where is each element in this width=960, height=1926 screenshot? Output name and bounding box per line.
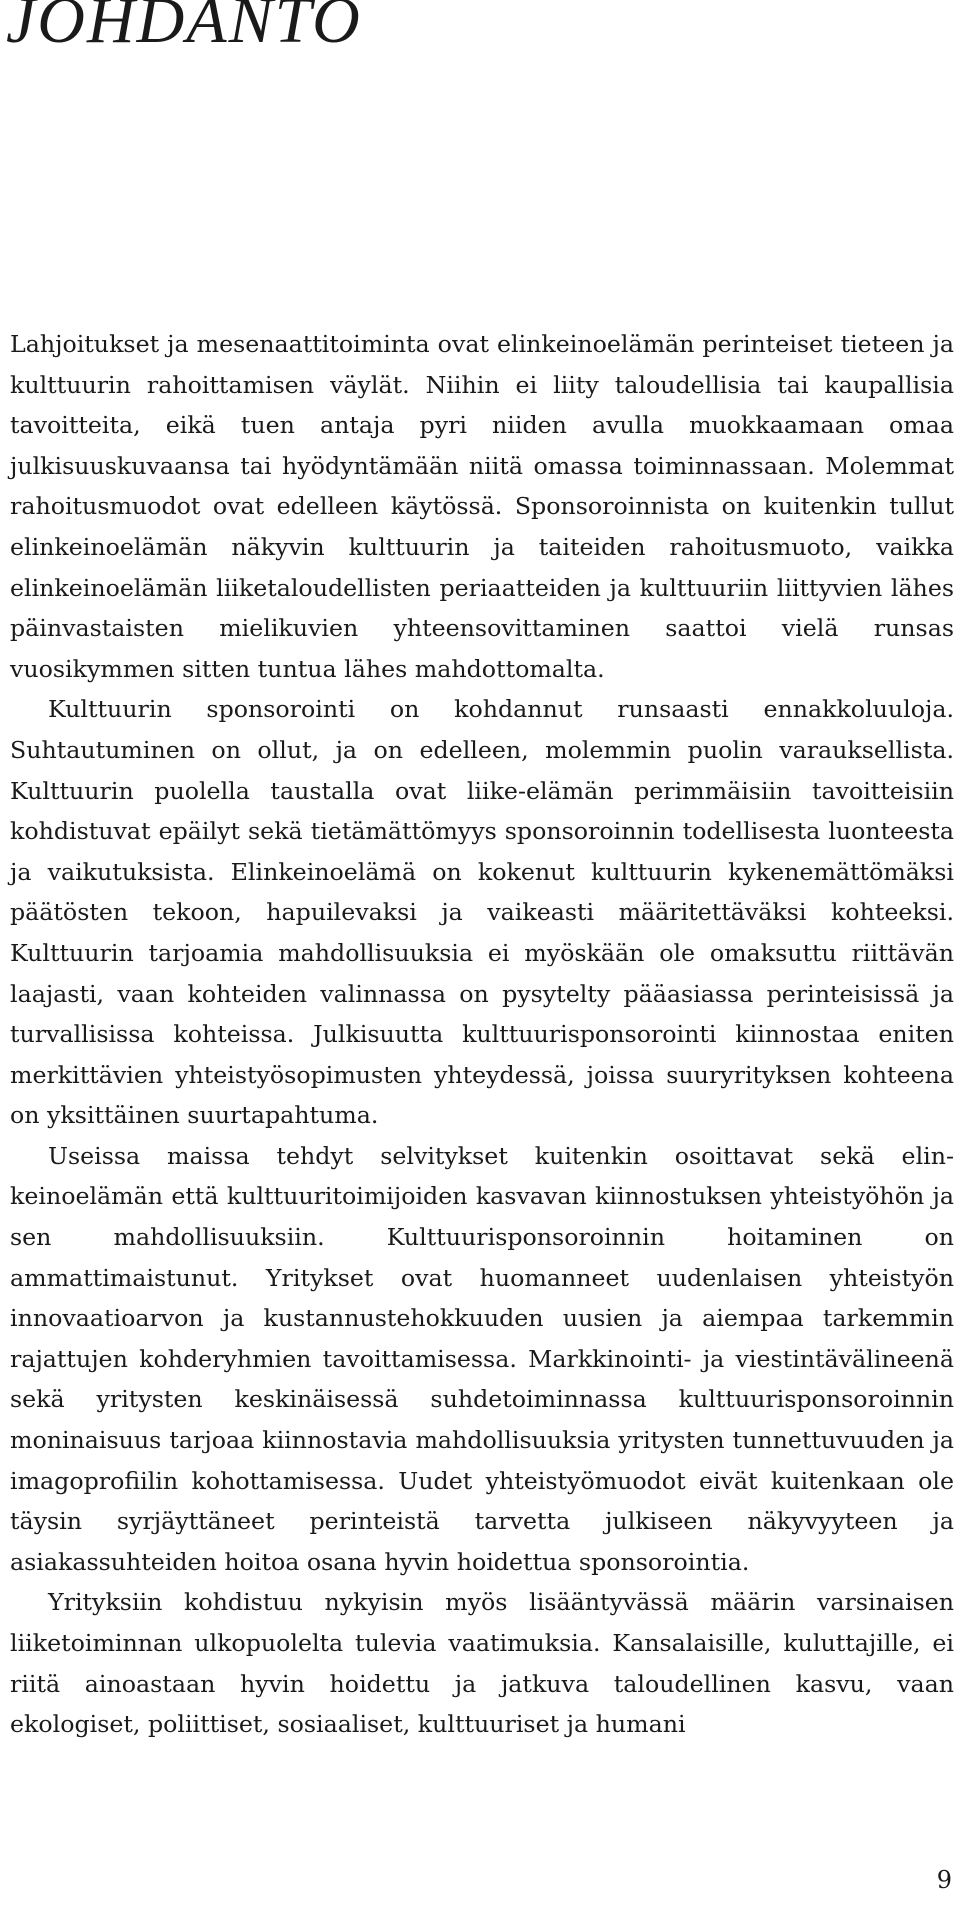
paragraph: Lahjoitukset ja mesenaattitoiminta ovat elinkeinoelämän perinteiset tieteen ja kulttuurin rahoittamisen väylät. Niihin ei liity taloudellisia tai kaupallisia tavoitteita, eikä tuen antaja pyri niiden avulla muokkaamaan omaa julkisuuskuvaansa tai hyödyntämään niitä omassa toiminnassaan. Molemmat rahoitusmuodot ovat edelleen käytössä. Sponsoroinnista on kuitenkin tullut elinkeinoelämän näkyvin kulttuurin ja taiteiden rahoitusmuoto, vaikka elinkeinoelämän liiketaloudellisten periaatteiden ja kulttuuriin liittyvien lähes päinvastaisten mielikuvien yhteensovittaminen saattoi vielä runsas vuosikymmen sitten tuntua lähes mahdottomalta. xyxy=(10,330,954,683)
paragraph: Yrityksiin kohdistuu nykyisin myös lisääntyvässä määrin varsinaisen liiketoiminnan ulkopuolelta tulevia vaatimuksia. Kansalaisille, kuluttajille, ei riitä ainoastaan hyvin hoidettu ja jatkuva taloudellinen kasvu, vaan ekologiset, poliittiset, sosiaaliset, kulttuuriset ja humani xyxy=(10,1588,954,1739)
paragraph: Useissa maissa tehdyt selvitykset kuitenkin osoittavat sekä elinkeinoelämän että kulttuuritoimijoiden kasvavan kiinnostuksen yhteistyöhön ja sen mahdollisuuksiin. Kulttuurisponsoroinnin hoitaminen on ammattimaistunut. Yritykset ovat huomanneet uudenlaisen yhteistyön innovaatioarvon ja kustannustehokkuuden uusien ja aiempaa tarkemmin rajattujen kohderyhmien tavoittamisessa. Markkinointi- ja viestintävälineenä sekä yritysten keskinäisessä suhdetoiminnassa kulttuurisponsoroinnin moninaisuus tarjoaa kiinnostavia mahdollisuuksia yritysten tunnettuvuuden ja imagoprofiilin kohottamisessa. Uudet yhteistyömuodot eivät kuitenkaan ole täysin syrjäyttäneet perinteistä tarvetta julkiseen näkyvyyteen ja asiakassuhteiden hoitoa osana hyvin hoidettua sponsorointia. xyxy=(10,1141,954,1576)
body-text xyxy=(10,324,954,1745)
page-title: JOHDANTO xyxy=(6,0,362,57)
paragraph: Kulttuurin sponsorointi on kohdannut runsaasti ennakkoluuloja. Suhtautuminen on ollut, ja on edelleen, molemmin puolin varauksellista. Kulttuurin puolella taustalla ovat liike-elämän perimmäisiin tavoitteisiin kohdistuvat epäilyt sekä tietämättömyys sponsoroinnin todellisesta luonteesta ja vaikutuksista. Elinkeinoelämä on kokenut kulttuurin kykenemättömäksi päätösten tekoon, hapuilevaksi ja vaikeasti määritettäväksi kohteeksi. Kulttuurin tarjoamia mahdollisuuksia ei myöskään ole omaksuttu riittävän laajasti, vaan kohteiden valinnassa on pysytelty pääasiassa perinteisissä ja turvallisissa kohteissa. Julkisuutta kulttuurisponsorointi kiinnostaa eniten merkittävien yhteistyösopimusten yhteydessä, joissa suuryrityksen kohteena on yksittäinen suurtapahtuma. xyxy=(10,695,954,1130)
page-number: 9 xyxy=(936,1866,952,1894)
